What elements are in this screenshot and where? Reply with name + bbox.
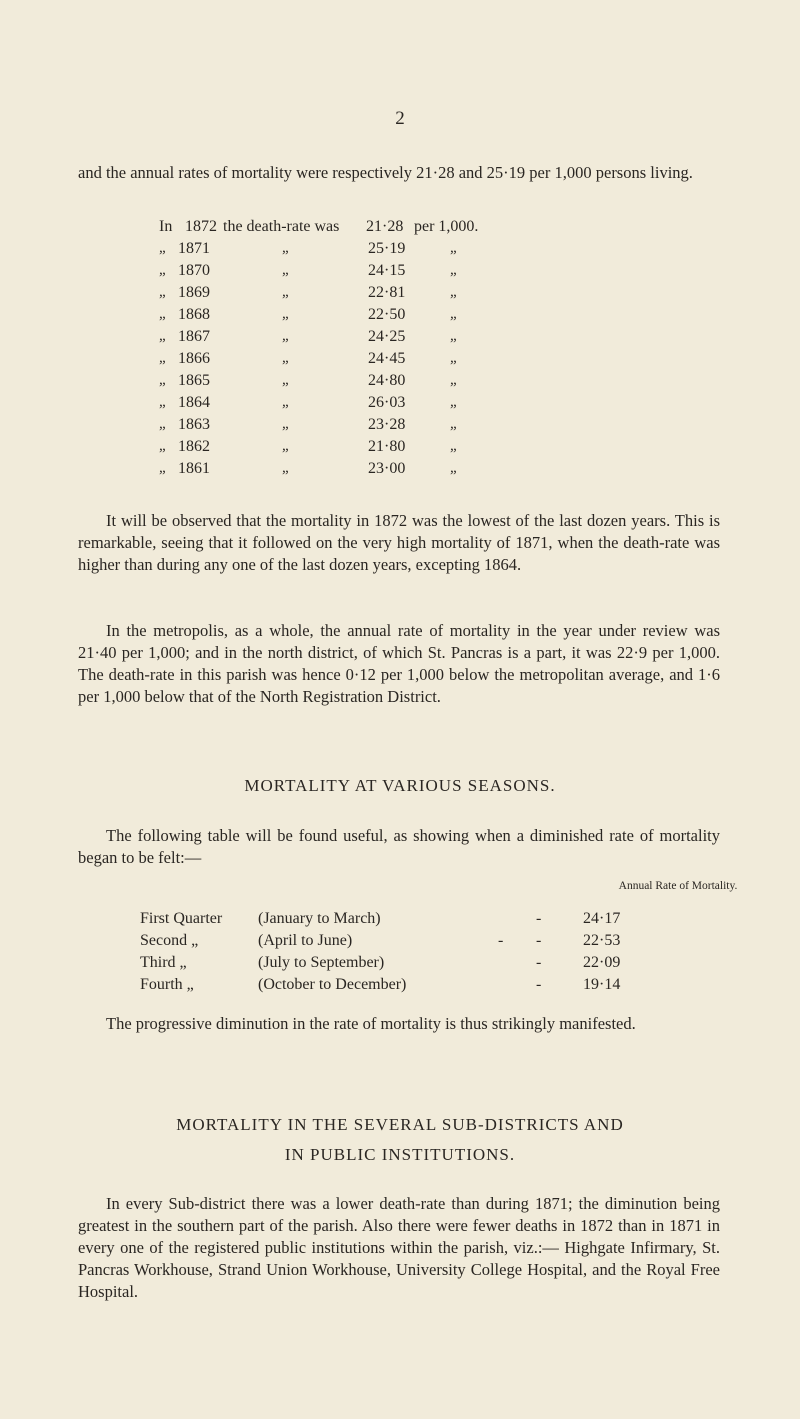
season-rate: 22·53 <box>583 932 621 949</box>
rate-value: 23·00 <box>368 460 406 477</box>
ditto-mark: „ <box>450 328 457 344</box>
ditto-mark: „ <box>282 284 289 300</box>
season-rate: 24·17 <box>583 910 621 927</box>
season-quarter: First Quarter <box>140 910 223 927</box>
rate-value: 21·28 <box>366 218 404 235</box>
dash: - <box>536 910 542 927</box>
season-row <box>0 954 800 976</box>
ditto-mark: „ <box>450 394 457 410</box>
intro-paragraph: and the annual rates of mortality were respectively 21·28 and 25·19 per 1,000 persons living. <box>78 163 693 182</box>
ditto-mark: „ <box>159 394 166 410</box>
ditto-mark: „ <box>282 350 289 366</box>
rate-year: 1870 <box>178 262 210 279</box>
rate-suffix: per 1,000. <box>414 218 479 235</box>
seasons-heading: MORTALITY AT VARIOUS SEASONS. <box>244 776 556 795</box>
ditto-mark: „ <box>450 240 457 256</box>
season-quarter: Fourth „ <box>140 976 194 993</box>
rate-year: 1864 <box>178 394 210 411</box>
season-months: (July to September) <box>258 954 385 971</box>
rate-value: 21·80 <box>368 438 406 455</box>
subdistricts-heading-line-1: MORTALITY IN THE SEVERAL SUB-DISTRICTS AND <box>176 1115 624 1134</box>
rate-year: 1862 <box>178 438 210 455</box>
death-rate-row <box>0 284 800 306</box>
rate-label: the death-rate was <box>223 218 340 235</box>
progressive-paragraph: The progressive diminution in the rate of mortality is thus strikingly manifested. <box>106 1014 636 1033</box>
season-months: (April to June) <box>258 932 353 949</box>
death-rate-row <box>0 394 800 416</box>
rate-year: 1868 <box>178 306 210 323</box>
rate-prefix: In <box>159 218 173 235</box>
rate-value: 23·28 <box>368 416 406 433</box>
rate-value: 22·50 <box>368 306 406 323</box>
subdistricts-heading-line-2: IN PUBLIC INSTITUTIONS. <box>284 1145 516 1164</box>
ditto-mark: „ <box>159 350 166 366</box>
ditto-mark: „ <box>450 284 457 300</box>
rate-value: 22·81 <box>368 284 406 301</box>
ditto-mark: „ <box>159 284 166 300</box>
ditto-mark: „ <box>450 306 457 322</box>
rate-value: 25·19 <box>368 240 406 257</box>
rate-year: 1863 <box>178 416 210 433</box>
death-rate-row <box>0 328 800 350</box>
ditto-mark: „ <box>159 262 166 278</box>
ditto-mark: „ <box>450 416 457 432</box>
death-rate-row <box>0 262 800 284</box>
ditto-mark: „ <box>282 460 289 476</box>
ditto-mark: „ <box>159 328 166 344</box>
page-number: 2 <box>395 108 405 129</box>
ditto-mark: „ <box>282 416 289 432</box>
observation-paragraph: It will be observed that the mortality in 1872 was the lowest of the last dozen years. This is remarkable, seeing that it followed on the very high mortality of 1871, when the death-rate was higher than during any one of the last dozen years, excepting 1864. <box>78 511 720 574</box>
ditto-mark: „ <box>282 262 289 278</box>
season-rate: 22·09 <box>583 954 621 971</box>
ditto-mark: „ <box>282 438 289 454</box>
rate-year: 1867 <box>178 328 210 345</box>
ditto-mark: „ <box>282 306 289 322</box>
rate-year: 1872 <box>185 218 217 235</box>
ditto-mark: „ <box>450 262 457 278</box>
annual-rate-header: Annual Rate of Mortality. <box>618 880 738 892</box>
season-row <box>0 976 800 998</box>
ditto-mark: „ <box>282 394 289 410</box>
ditto-mark: „ <box>159 438 166 454</box>
ditto-mark: „ <box>159 306 166 322</box>
ditto-mark: „ <box>450 350 457 366</box>
dash: - <box>536 932 542 949</box>
season-rate: 19·14 <box>583 976 621 993</box>
death-rate-row <box>0 460 800 482</box>
season-quarter: Second „ <box>140 932 199 949</box>
season-months: (January to March) <box>258 910 381 927</box>
ditto-mark: „ <box>159 240 166 256</box>
season-row <box>0 932 800 954</box>
ditto-mark: „ <box>450 372 457 388</box>
ditto-mark: „ <box>159 372 166 388</box>
rate-year: 1871 <box>178 240 210 257</box>
dash: - <box>536 976 542 993</box>
rate-value: 24·15 <box>368 262 406 279</box>
ditto-mark: „ <box>450 438 457 454</box>
rate-value: 24·45 <box>368 350 406 367</box>
death-rate-row <box>0 372 800 394</box>
season-quarter: Third „ <box>140 954 187 971</box>
rate-value: 24·25 <box>368 328 406 345</box>
death-rate-row <box>0 306 800 328</box>
season-row <box>0 910 800 932</box>
death-rate-row <box>0 438 800 460</box>
ditto-mark: „ <box>282 328 289 344</box>
dash: - <box>498 932 504 949</box>
ditto-mark: „ <box>159 416 166 432</box>
death-rate-row <box>0 350 800 372</box>
rate-year: 1861 <box>178 460 210 477</box>
ditto-mark: „ <box>282 240 289 256</box>
rate-year: 1865 <box>178 372 210 389</box>
ditto-mark: „ <box>450 460 457 476</box>
table-intro-paragraph: The following table will be found useful, as showing when a diminished rate of mortality began to be felt:— <box>78 826 720 867</box>
dash: - <box>536 954 542 971</box>
death-rate-row <box>0 240 800 262</box>
ditto-mark: „ <box>159 460 166 476</box>
rate-value: 26·03 <box>368 394 406 411</box>
rate-year: 1866 <box>178 350 210 367</box>
season-months: (October to December) <box>258 976 407 993</box>
rate-year: 1869 <box>178 284 210 301</box>
subdistricts-paragraph: In every Sub-district there was a lower death-rate than during 1871; the diminution being greatest in the southern part of the parish. Also there were fewer deaths in 1872 than in 1871 in every one of the registered public institutions within the parish, viz.:— Highgate Infirmary, St. Pancras Workhouse, Strand Union Workhouse, University College Hospital, and the Royal Free Hospital. <box>78 1194 720 1301</box>
ditto-mark: „ <box>282 372 289 388</box>
metropolis-paragraph: In the metropolis, as a whole, the annual rate of mortality in the year under review was 21·40 per 1,000; and in the north district, of which St. Pancras is a part, it was 22·9 per 1,000. The death-rate in this parish was hence 0·12 per 1,000 below the metropolitan average, and 1·6 per 1,000 below that of the North Registration District. <box>78 621 720 706</box>
death-rate-row-1872 <box>0 218 800 240</box>
death-rate-row <box>0 416 800 438</box>
rate-value: 24·80 <box>368 372 406 389</box>
